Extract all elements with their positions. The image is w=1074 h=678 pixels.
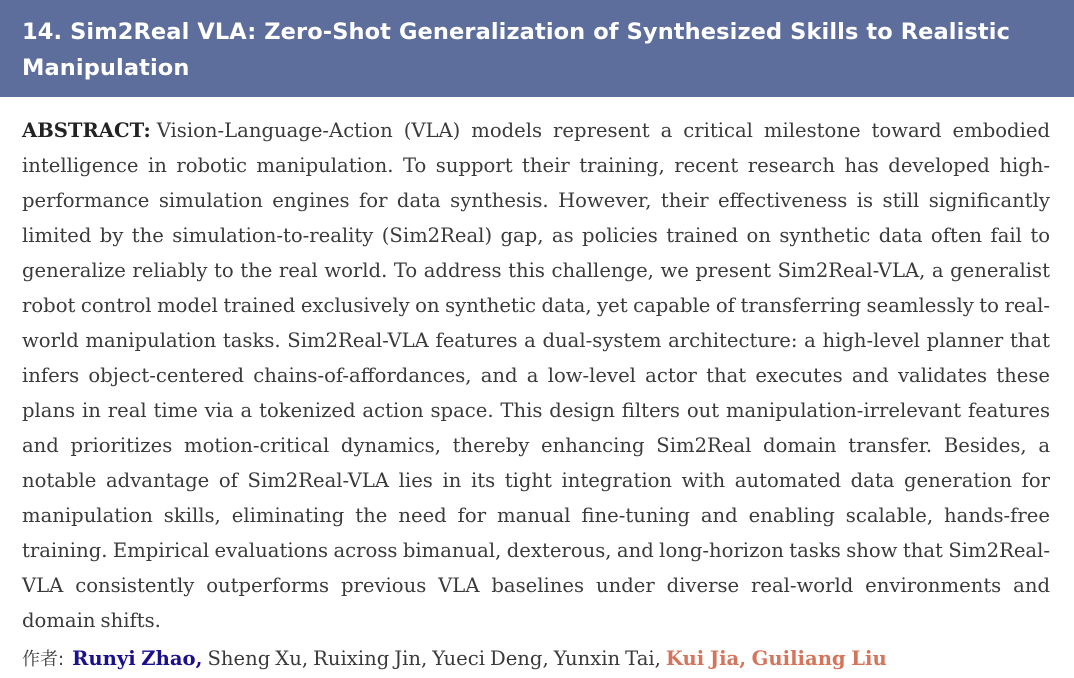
author-corresponding-highlight: Kui Jia, Guiliang Liu: [665, 647, 887, 670]
author-first-highlight: Runyi Zhao,: [72, 647, 203, 670]
authors-line: [22, 644, 1050, 675]
authors-plain: Sheng Xu, Ruixing Jin, Yueci Deng, Yunxin Tai,: [207, 647, 661, 670]
paper-title: 14. Sim2Real VLA: Zero-Shot Generalization of Synthesized Skills to Realistic Manipulation: [22, 19, 1011, 81]
paper-title-bar: [0, 0, 1074, 97]
authors-label: 作者:: [22, 649, 65, 670]
abstract-paragraph: [22, 113, 1050, 638]
abstract-label: ABSTRACT:: [22, 119, 151, 142]
abstract-text: Vision-Language-Action (VLA) models represent a critical milestone toward embodied intelligence in robotic manipulation. To support their training, recent research has developed high-performance simulation engines for data synthesis. However, their effectiveness is still significantly limited by the simulation-to-reality (Sim2Real) gap, as policies trained on synthetic data often fail to generalize reliably to the real world. To address this challenge, we present Sim2Real-VLA, a generalist robot control model trained exclusively on synthetic data, yet capable of transferring seamlessly to real-world manipulation tasks. Sim2Real-VLA features a dual-system architecture: a high-level planner that infers object-centered chains-of-affordances, and a low-level actor that executes and validates these plans in real time via a tokenized action space. This design filters out manipulation-irrelevant features and prioritizes motion-critical dynamics, thereby enhancing Sim2Real domain transfer. Besides, a notable advantage of Sim2Real-VLA lies in its tight integration with automated data generation for manipulation skills, eliminating the need for manual fine-tuning and enabling scalable, hands-free training. Empirical evaluations across bimanual, dexterous, and long-horizon tasks show that Sim2Real-VLA consistently outperforms previous VLA baselines under diverse real-world environments and domain shifts.: [22, 119, 1050, 632]
paper-content: [0, 97, 1074, 675]
